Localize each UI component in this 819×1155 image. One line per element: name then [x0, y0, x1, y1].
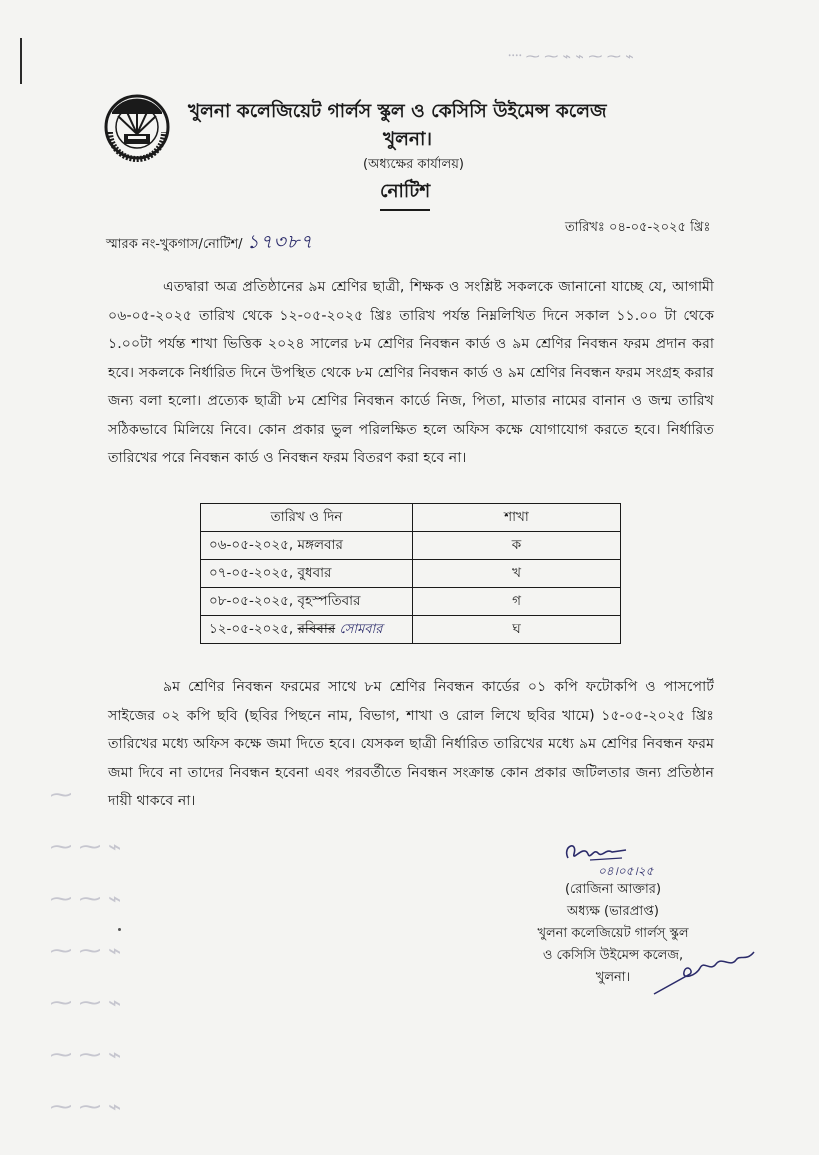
notice-title: নোটিশ	[380, 177, 430, 211]
row-section: ঘ	[413, 616, 621, 644]
row-date: ০৭-০৫-২০২৫, বুধবার	[201, 560, 413, 588]
row-section: ক	[413, 532, 621, 560]
row-date-amended	[201, 616, 413, 644]
row-date: ১২-০৫-২০২৫,	[209, 621, 294, 637]
header-section: শাখা	[413, 504, 621, 532]
signatory-institution-1: খুলনা কলেজিয়েট গার্লস্ স্কুল	[537, 926, 689, 941]
signatory-institution-2: ও কেসিসি উইমেন্স কলেজ,	[542, 948, 684, 963]
handwritten-initial	[650, 946, 760, 1000]
notice-paragraph-1: এতদ্বারা অত্র প্রতিষ্ঠানের ৯ম শ্রেণির ছাত্রী, শিক্ষক ও সংশ্লিষ্ট সকলকে জানানো যাচ্ছে যে, আগামী ০৬-০৫-২০২৫ তারিখ থেকে ১২-০৫-২০২৫ খ্রিঃ তারিখ পর্যন্ত নিম্নলিখিত দিনে সকাল ১১.০০ টা থেকে ১.০০টা পর্যন্ত শাখা ভিত্তিক ২০২৪ সালের ৮ম শ্রেণির নিবন্ধন কার্ড ও ৯ম শ্রেণির নিবন্ধন ফরম প্রদান করা হবে। সকলকে নির্ধারিত দিনে উপস্থিত থেকে ৮ম শ্রেণির নিবন্ধন কার্ড ও ৯ম শ্রেণির নিবন্ধন ফরম সংগ্রহ করার জন্য বলা হলো। প্রত্যেক ছাত্রী ৮ম শ্রেণির নিবন্ধন কার্ডে নিজ, পিতা, মাতার নামের বানান ও জন্ম তারিখ সঠিকভাবে মিলিয়ে নিবে। কোন প্রকার ভুল পরিলক্ষিত হলে অফিস কক্ষে যোগাযোগ করতে হবে। নির্ধারিত তারিখের পরে নিবন্ধন কার্ড ও নিবন্ধন ফরম বিতরণ করা হবে না।	[108, 279, 714, 466]
reverse-side-bleed-left: ⁓ ⁓ ⁓ ⌁ ⁓ ⁓ ⌁ ⁓ ⁓ ⌁ ⁓ ⁓ ⌁ ⁓ ⁓ ⌁ ⁓ ⁓ ⌁	[50, 783, 122, 1120]
reverse-side-bleed-top: ᠁ ⁓ ⁓ ⌁ ⌁ ⁓ ⁓ ⌁	[505, 49, 634, 65]
signatory-designation: অধ্যক্ষ (ভারপ্রাপ্ত)	[567, 904, 659, 919]
memo-reference	[106, 228, 313, 260]
handwritten-day: সোমবার	[339, 622, 383, 637]
row-section: খ	[413, 560, 621, 588]
struck-day: রবিবার	[297, 621, 336, 637]
header-date-day: তারিখ ও দিন	[201, 504, 413, 532]
institution-city: খুলনা।	[383, 129, 432, 150]
signatory-city: খুলনা।	[595, 970, 631, 985]
college-logo	[104, 92, 170, 162]
table-header-row	[201, 504, 621, 532]
memo-number: ১৭৩৮৭	[246, 231, 314, 253]
speck	[118, 928, 121, 931]
table-row	[201, 616, 621, 644]
notice-date: তারিখঃ ০৪-০৫-২০২৫ খ্রিঃ	[565, 220, 711, 235]
institution-name: খুলনা কলেজিয়েট গার্লস স্কুল ও কেসিসি উইমেন্স কলেজ	[188, 101, 607, 122]
table-row	[201, 588, 621, 616]
distribution-schedule-table	[200, 503, 621, 644]
row-section: গ	[413, 588, 621, 616]
table-row	[201, 532, 621, 560]
table-row	[201, 560, 621, 588]
signatory-name: (রোজিনা আক্তার)	[564, 882, 662, 897]
row-date: ০৬-০৫-২০২৫, মঙ্গলবার	[201, 532, 413, 560]
notice-paragraph-2: ৯ম শ্রেণির নিবন্ধন ফরমের সাথে ৮ম শ্রেণির নিবন্ধন কার্ডের ০১ কপি ফটোকপি ও পাসপোর্ট সাইজের ০২ কপি ছবি (ছবির পিছনে নাম, বিভাগ, শাখা ও রোল লিখে ছবির খামে) ১৫-০৫-২০২৫ খ্রিঃ তারিখের মধ্যে অফিস কক্ষে জমা দিতে হবে। যেসকল ছাত্রী নির্ধারিত তারিখের মধ্যে ৯ম শ্রেণির নিবন্ধন ফরম জমা দিবে না তাদের নিবন্ধন হবেনা এবং পরবর্তীতে নিবন্ধন সংক্রান্ত কোন প্রকার জটিলতার জন্য প্রতিষ্ঠান দায়ী থাকবে না।	[108, 679, 714, 809]
signature-date: ০৪।০৫।২৫	[598, 864, 654, 878]
memo-label: স্মারক নং-খুকগাস/নোটিশ/	[106, 237, 243, 252]
scan-edge-mark	[20, 38, 22, 84]
row-date: ০৮-০৫-২০২৫, বৃহস্পতিবার	[201, 588, 413, 616]
office-name: (অধ্যক্ষের কার্যালয়)	[363, 157, 464, 172]
